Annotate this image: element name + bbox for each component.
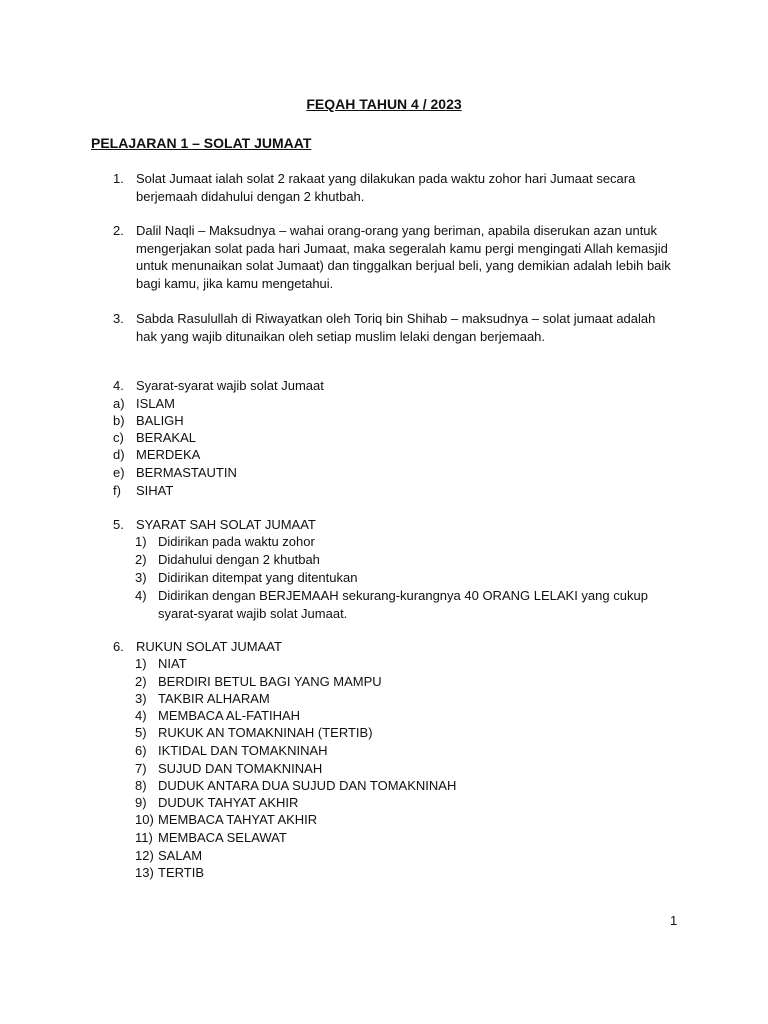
rukun-text: SALAM [158,848,203,863]
rukun-item [135,811,665,829]
sah-item [135,569,665,587]
sah-item [135,587,665,622]
rukun-item [135,777,665,795]
wajib-label: d) [113,447,125,462]
item-number: 1. [113,171,124,186]
wajib-text: BERMASTAUTIN [136,465,237,480]
item-number: 3. [113,311,124,326]
wajib-label: c) [113,430,124,445]
rukun-label: 8) [135,778,147,793]
rukun-item [135,690,665,708]
item-number: 2. [113,223,124,238]
rukun-text: MEMBACA TAHYAT AKHIR [158,812,318,827]
rukun-item [135,742,665,760]
item-text: Solat Jumaat ialah solat 2 rakaat yang dilakukan pada waktu zohor hari Jumaat secara berjemaah didahului dengan 2 khutbah. [136,171,636,204]
wajib-label: a) [113,396,125,411]
rukun-text: TAKBIR ALHARAM [158,691,270,706]
rukun-text: SUJUD DAN TOMAKNINAH [158,761,323,776]
rukun-text: RUKUK AN TOMAKNINAH (TERTIB) [158,725,373,740]
sah-item [135,551,665,569]
page-number: 1 [670,913,678,928]
wajib-label: e) [113,465,125,480]
wajib-text: MERDEKA [136,447,201,462]
rukun-label: 2) [135,674,147,689]
wajib-label: f) [113,483,121,498]
list-item [113,377,673,395]
lesson-heading: PELAJARAN 1 – SOLAT JUMAAT [91,135,312,151]
sah-label: 3) [135,570,147,585]
wajib-text: SIHAT [136,483,174,498]
sah-item [135,533,665,551]
sah-text: Didahului dengan 2 khutbah [158,552,320,567]
section-heading: SYARAT SAH SOLAT JUMAAT [136,517,316,532]
rukun-label: 6) [135,743,147,758]
item-number: 5. [113,517,124,532]
rukun-text: TERTIB [158,865,204,880]
rukun-item [135,760,665,778]
rukun-label: 12) [135,848,154,863]
rukun-text: MEMBACA AL-FATIHAH [158,708,301,723]
sah-text: Didirikan dengan BERJEMAAH sekurang-kurangnya 40 ORANG LELAKI yang cukup syarat-syarat wajib solat Jumaat. [158,588,648,621]
rukun-item [135,655,665,673]
rukun-label: 13) [135,865,154,880]
wajib-text: ISLAM [136,396,176,411]
rukun-item [135,724,665,742]
rukun-item [135,829,665,847]
sah-label: 2) [135,552,147,567]
item-text: Syarat-syarat wajib solat Jumaat [136,378,324,393]
rukun-text: IKTIDAL DAN TOMAKNINAH [158,743,328,758]
item-text: Dalil Naqli – Maksudnya – wahai orang-orang yang beriman, apabila diserukan azan untuk mengerjakan solat pada hari Jumaat, maka segeralah kamu pergi mengingati Allah kemasjid untuk menunaikan solat Jumaat) dan tinggalkan berjual beli, yang demikian adalah lebih baik bagi kamu, jika kamu mengetahui. [136,223,671,291]
rukun-label: 11) [135,830,153,845]
document-title: FEQAH TAHUN 4 / 2023 [306,96,462,112]
wajib-label: b) [113,413,125,428]
sah-text: Didirikan pada waktu zohor [158,534,315,549]
item-number: 6. [113,639,124,654]
rukun-label: 3) [135,691,147,706]
rukun-label: 4) [135,708,147,723]
wajib-text: BERAKAL [136,430,196,445]
list-item [113,170,673,205]
rukun-label: 9) [135,795,147,810]
rukun-item [135,847,665,865]
rukun-item [135,673,665,691]
rukun-item [135,794,665,812]
rukun-label: 1) [135,656,147,671]
rukun-item [135,864,665,882]
rukun-text: NIAT [158,656,187,671]
item-number: 4. [113,378,124,393]
list-item [113,516,673,534]
rukun-item [135,707,665,725]
sah-label: 1) [135,534,147,549]
list-item [113,222,673,292]
wajib-text: BALIGH [136,413,184,428]
sah-text: Didirikan ditempat yang ditentukan [158,570,358,585]
rukun-label: 7) [135,761,147,776]
list-item [113,638,673,656]
list-item [113,310,673,345]
rukun-text: DUDUK TAHYAT AKHIR [158,795,299,810]
rukun-text: BERDIRI BETUL BAGI YANG MAMPU [158,674,382,689]
rukun-label: 10) [135,812,154,827]
sah-label: 4) [135,588,147,603]
section-heading: RUKUN SOLAT JUMAAT [136,639,282,654]
rukun-text: DUDUK ANTARA DUA SUJUD DAN TOMAKNINAH [158,778,457,793]
rukun-text: MEMBACA SELAWAT [158,830,287,845]
rukun-label: 5) [135,725,147,740]
item-text: Sabda Rasulullah di Riwayatkan oleh Toriq bin Shihab – maksudnya – solat jumaat adalah hak yang wajib ditunaikan oleh setiap muslim lelaki dengan berjemaah. [136,311,656,344]
